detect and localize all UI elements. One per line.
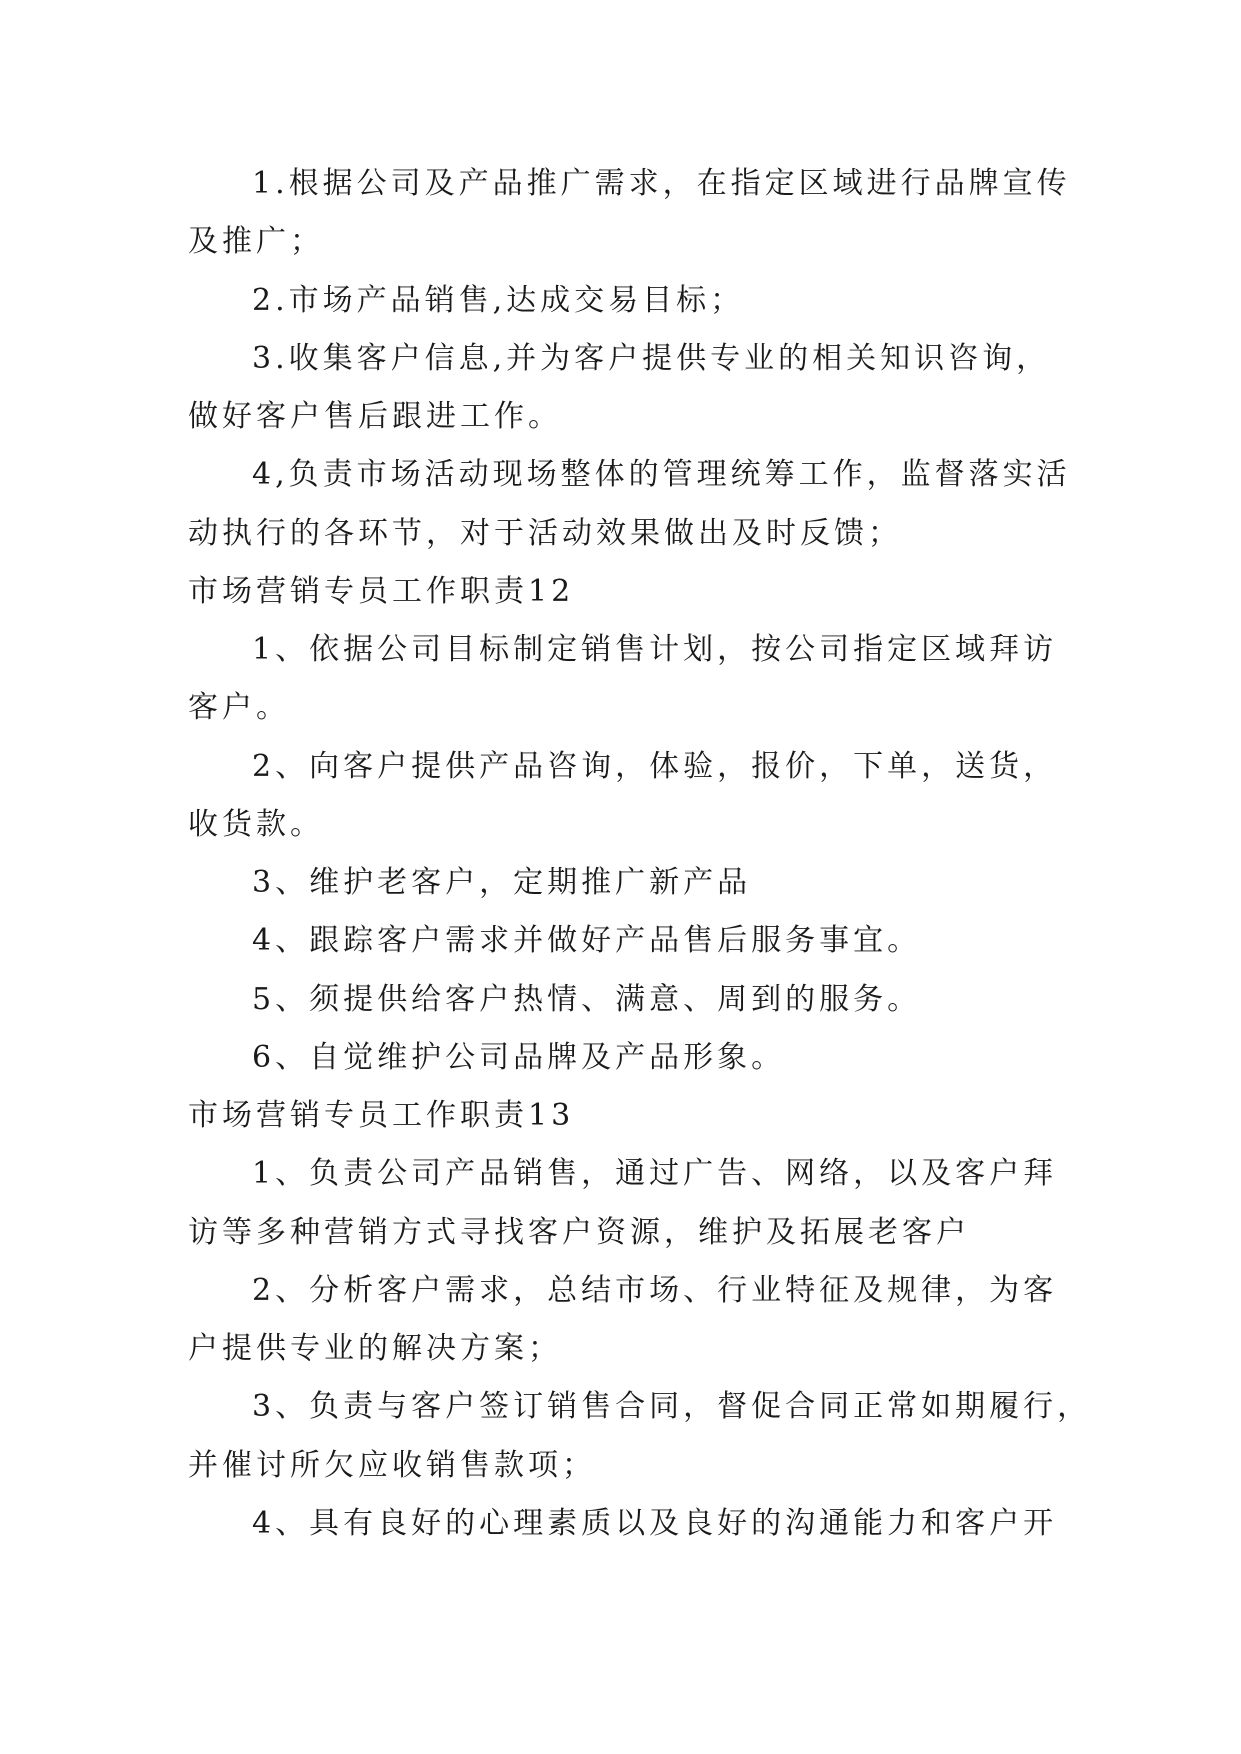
text-line: 3.收集客户信息,并为客户提供专业的相关知识咨询， [252,341,1051,376]
text-line: 1、依据公司目标制定销售计划，按公司指定区域拜访 [252,632,1058,667]
text-line: 2.市场产品销售,达成交易目标； [252,283,745,318]
text-line: 并催讨所欠应收销售款项； [188,1448,596,1483]
text-line: 3、负责与客户签订销售合同，督促合同正常如期履行， [252,1389,1092,1424]
text-line: 1.根据公司及产品推广需求，在指定区域进行品牌宣传 [252,166,1071,201]
text-line: 4、具有良好的心理素质以及良好的沟通能力和客户开 [252,1506,1058,1541]
text-line: 3、维护老客户，定期推广新产品 [252,865,752,900]
text-line: 动执行的各环节，对于活动效果做出及时反馈； [188,516,902,551]
text-line: 5、须提供给客户热情、满意、周到的服务。 [252,982,922,1017]
text-line: 收货款。 [188,807,324,842]
text-line: 2、分析客户需求，总结市场、行业特征及规律，为客 [252,1273,1058,1308]
text-line: 做好客户售后跟进工作。 [188,399,562,434]
text-line: 1、负责公司产品销售，通过广告、网络，以及客户拜 [252,1156,1058,1191]
text-line: 访等多种营销方式寻找客户资源，维护及拓展老客户 [188,1215,970,1250]
text-line: 6、自觉维护公司品牌及产品形象。 [252,1040,786,1075]
text-line: 4,负责市场活动现场整体的管理统筹工作，监督落实活 [252,457,1071,492]
section-heading: 市场营销专员工作职责12 [188,574,575,609]
text-line: 4、跟踪客户需求并做好产品售后服务事宜。 [252,923,922,958]
text-line: 客户。 [188,690,290,725]
text-line: 户提供专业的解决方案； [188,1331,562,1366]
text-line: 2、向客户提供产品咨询，体验，报价，下单，送货， [252,749,1058,784]
text-line: 及推广； [188,224,324,259]
section-heading: 市场营销专员工作职责13 [188,1098,575,1133]
